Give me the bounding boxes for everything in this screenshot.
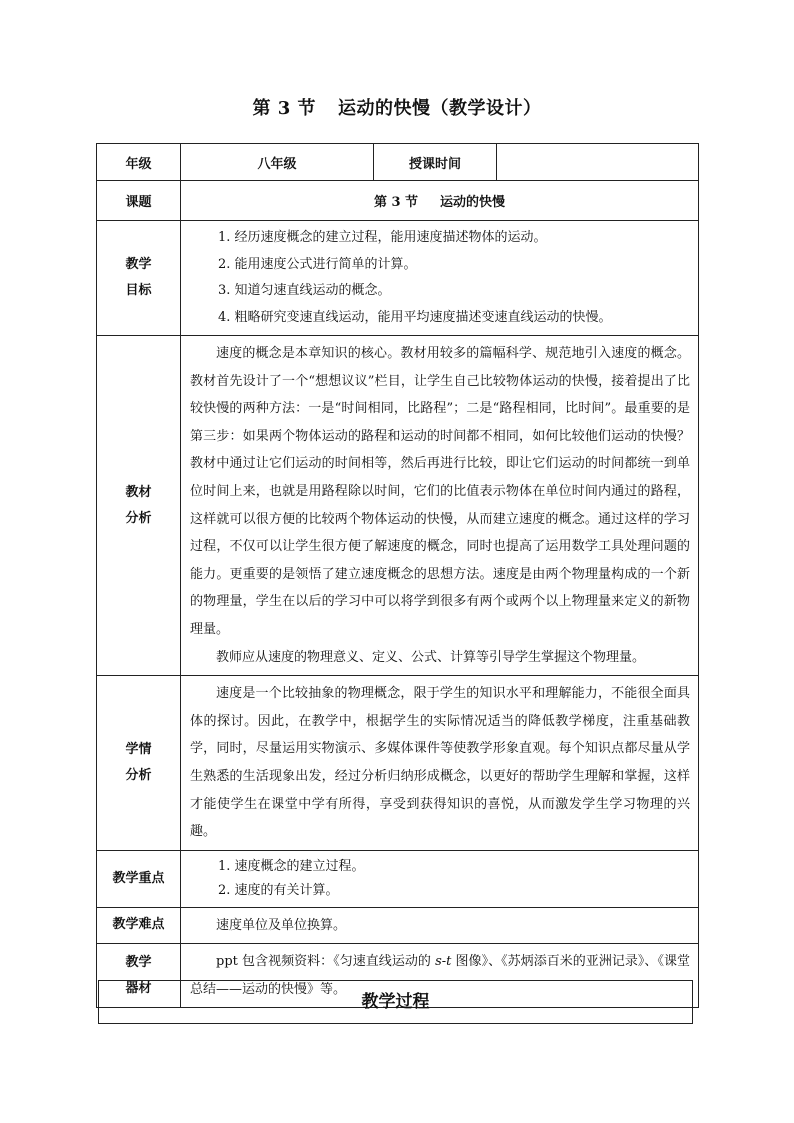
st-graph-label: s-t — [435, 954, 452, 970]
lesson-plan-table — [96, 143, 699, 1008]
student-content — [181, 676, 699, 851]
goal-item: 1. 经历速度概念的建立过程，能用速度描述物体的运动。 — [218, 230, 547, 245]
difficulty-row — [97, 907, 699, 944]
goals-label: 教学 目标 — [97, 221, 181, 336]
topic-value — [181, 181, 699, 221]
key-points-row — [97, 850, 699, 907]
student-paragraph: 速度是一个比较抽象的物理概念，限于学生的知识水平和理解能力，不能很全面具体的探讨。因此，在教学中，根据学生的实际情况适当的降低教学梯度，注重基础教学，同时，尽量运用实物演示、多媒体课件等使教学形象直观。每个知识点都尽量从学生熟悉的生活现象出发，经过分析归纳形成概念，以更好的帮助学生理解和掌握，这样才能使学生在课堂中学有所得，享受到获得知识的喜悦，从而激发学生学习物理的兴趣。 — [190, 686, 690, 840]
equipment-text: ppt 包含视频资料：《匀速直线运动的 s-t 图像》、《苏炳添百米的亚洲记录》、《课堂总结——运动的快慢》等。 — [190, 954, 690, 997]
topic-section: 第 3 节 — [373, 195, 419, 210]
goals-row — [97, 221, 699, 336]
goals-content — [181, 221, 699, 336]
key-points-label: 教学重点 — [97, 850, 181, 907]
goal-item: 2. 能用速度公式进行简单的计算。 — [218, 256, 417, 272]
topic-label: 课题 — [97, 181, 181, 221]
topic-row — [97, 181, 699, 221]
class-time-label: 授课时间 — [374, 144, 497, 181]
student-label: 学情 分析 — [97, 676, 181, 851]
key-points-content — [181, 850, 699, 907]
grade-row — [97, 144, 699, 181]
goal-item: 3. 知道匀速直线运动的概念。 — [218, 283, 391, 298]
grade-value: 八年级 — [181, 144, 374, 181]
teaching-process-heading: 教学过程 — [98, 980, 693, 1024]
key-point-item: 1. 速度概念的建立过程。 — [218, 858, 365, 874]
difficulty-label: 教学难点 — [97, 907, 181, 944]
material-paragraph: 速度的概念是本章知识的核心。教材用较多的篇幅科学、规范地引入速度的概念。教材首先设计了一个“想想议议”栏目，让学生自己比较物体运动的快慢，接着提出了比较快慢的两种方法：一是“时间相同，比路程”；二是“路程相同，比时间”。最重要的是第三步：如果两个物体运动的路程和运动的时间都不相同，如何比较他们运动的快慢？教材中通过让它们运动的时间相等，然后再进行比较，即让它们运动的时间都统一到单位时间上来，也就是用路程除以时间，它们的比值表示物体在单位时间内通过的路程，这样就可以很方便的比较两个物体运动的快慢，从而建立速度的概念。通过这样的学习过程，不仅可以让学生很方便了解速度的概念，同时也提高了运用数学工具处理问题的能力。更重要的是领悟了建立速度概念的思想方法。速度是由两个物理量构成的一个新的物理量，学生在以后的学习中可以将学到很多有两个或两个以上物理量来定义的新物理量。 — [190, 346, 690, 637]
material-paragraph: 教师应从速度的物理意义、定义、公式、计算等引导学生掌握这个物理量。 — [216, 649, 646, 665]
material-label: 教材 分析 — [97, 336, 181, 676]
topic-name: 运动的快慢 — [440, 195, 506, 210]
student-row — [97, 676, 699, 851]
difficulty-content — [181, 907, 699, 944]
goal-item: 4. 粗略研究变速直线运动，能用平均速度描述变速直线运动的快慢。 — [218, 309, 612, 325]
key-point-item: 2. 速度的有关计算。 — [218, 882, 339, 898]
difficulty-text: 速度单位及单位换算。 — [216, 917, 347, 933]
title-topic: 运动的快慢（教学设计） — [338, 98, 542, 119]
equipment-label: 教学 器材 — [97, 944, 181, 1008]
material-content — [181, 336, 699, 676]
document-title — [0, 94, 794, 120]
class-time-value — [497, 144, 699, 181]
grade-label: 年级 — [97, 144, 181, 181]
material-row — [97, 336, 699, 676]
title-section: 第 3 节 — [252, 98, 317, 119]
